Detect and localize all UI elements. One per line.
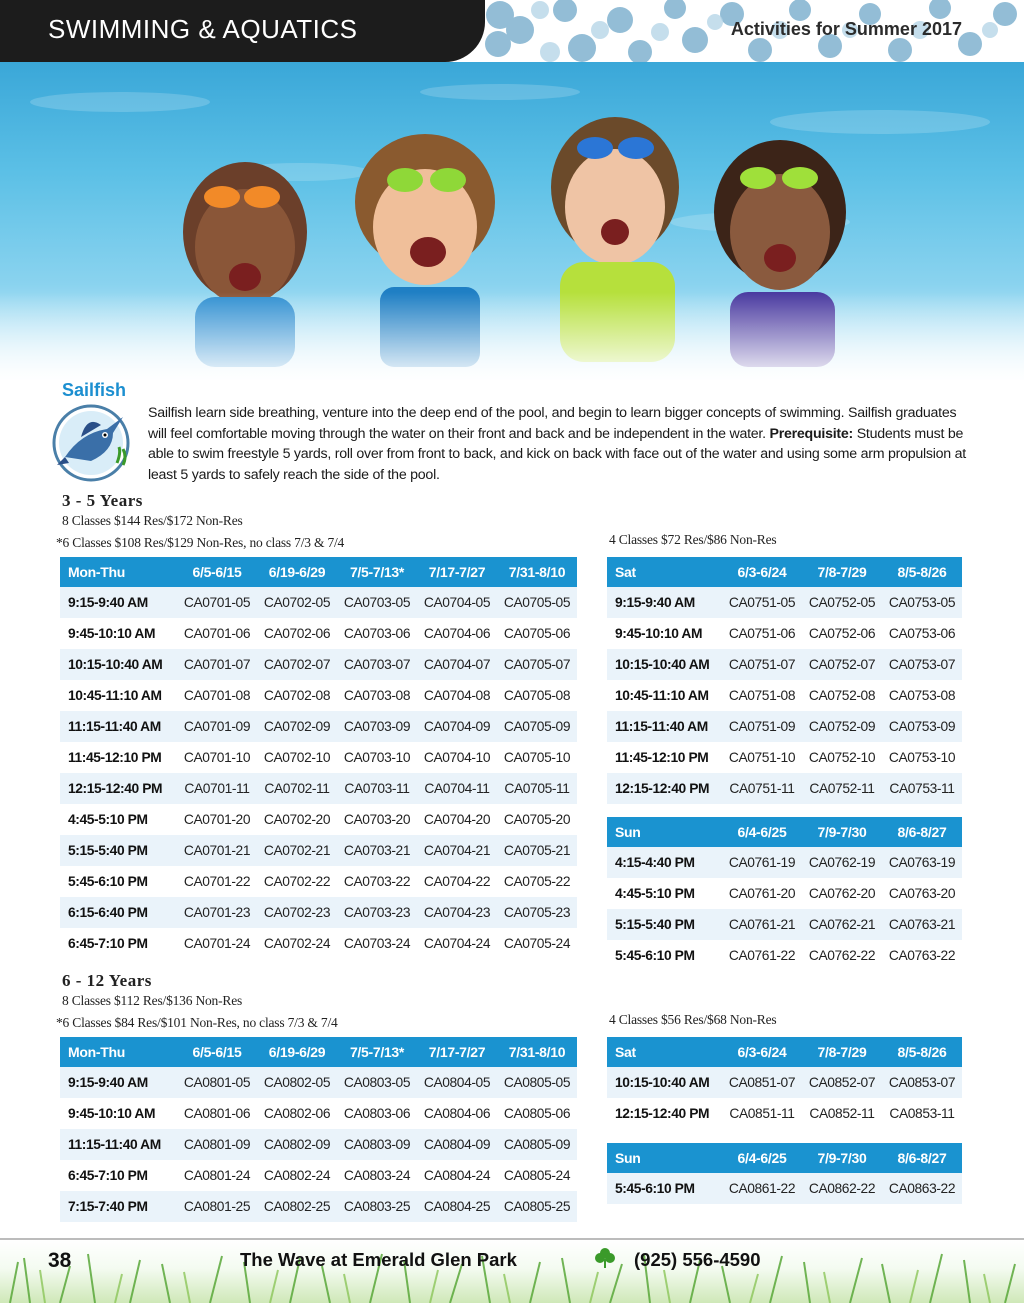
course-code-cell: CA0702-07: [257, 649, 337, 680]
session-dates-header: 7/31-8/10: [497, 1037, 577, 1067]
course-code-cell: CA0702-20: [257, 804, 337, 835]
course-code-cell: CA0852-11: [802, 1098, 882, 1129]
session-dates-header: 8/6-8/27: [882, 1143, 962, 1173]
course-code-cell: CA0853-11: [882, 1098, 962, 1129]
session-dates-header: 8/5-8/26: [882, 557, 962, 587]
course-code-cell: CA0702-06: [257, 618, 337, 649]
course-code-cell: CA0702-10: [257, 742, 337, 773]
table-row: [60, 804, 577, 835]
table-row: [60, 1191, 577, 1222]
session-dates-header: 7/17-7/27: [417, 557, 497, 587]
class-time-cell: 4:45-5:10 PM: [60, 804, 177, 835]
course-code-cell: CA0704-07: [417, 649, 497, 680]
course-code-cell: CA0762-19: [802, 847, 882, 878]
table-row: [60, 587, 577, 618]
session-dates-header: 7/5-7/13*: [337, 557, 417, 587]
course-code-cell: CA0701-10: [177, 742, 257, 773]
course-code-cell: CA0751-11: [722, 773, 802, 804]
table-row: [607, 1098, 962, 1129]
course-code-cell: CA0701-23: [177, 897, 257, 928]
table-row: [60, 897, 577, 928]
course-code-cell: CA0704-24: [417, 928, 497, 959]
table-row: [607, 773, 962, 804]
day-column-header: Sat: [607, 557, 722, 587]
table-row: [607, 940, 962, 971]
class-time-cell: 9:45-10:10 AM: [60, 1098, 177, 1129]
course-code-cell: CA0753-06: [882, 618, 962, 649]
course-code-cell: CA0804-24: [417, 1160, 497, 1191]
course-code-cell: CA0763-21: [882, 909, 962, 940]
class-time-cell: 11:45-12:10 PM: [60, 742, 177, 773]
class-time-cell: 7:15-7:40 PM: [60, 1191, 177, 1222]
class-time-cell: 12:15-12:40 PM: [60, 773, 177, 804]
class-time-cell: 5:45-6:10 PM: [607, 940, 722, 971]
schedule-table-sunday-3-5: [607, 817, 962, 971]
table-row: [607, 1067, 962, 1098]
course-code-cell: CA0751-10: [722, 742, 802, 773]
session-dates-header: 6/19-6/29: [257, 557, 337, 587]
course-code-cell: CA0753-08: [882, 680, 962, 711]
course-code-cell: CA0701-08: [177, 680, 257, 711]
course-code-cell: CA0763-19: [882, 847, 962, 878]
fee-line-6-classes: *6 Classes $84 Res/$101 Non-Res, no class 7/3 & 7/4: [56, 1015, 338, 1030]
fee-line-weekend: 4 Classes $56 Res/$68 Non-Res: [609, 1012, 777, 1027]
page-section-title: SWIMMING & AQUATICS: [48, 14, 358, 44]
age-group-title-6-12: 6 - 12 Years: [62, 971, 152, 990]
table-row: [607, 711, 962, 742]
session-dates-header: 7/8-7/29: [802, 1037, 882, 1067]
page-number: 38: [48, 1249, 72, 1272]
day-column-header: Sun: [607, 1143, 722, 1173]
table-row: [607, 649, 962, 680]
prerequisite-text: Students must be able to swim freestyle 5 yards, roll over from front to back, and kick on back with face out of the water and using some arm propulsion at least 5 yards to safely reach the side of the pool.: [148, 425, 966, 483]
class-time-cell: 11:15-11:40 AM: [607, 711, 722, 742]
course-code-cell: CA0703-20: [337, 804, 417, 835]
course-code-cell: CA0703-06: [337, 618, 417, 649]
course-code-cell: CA0704-11: [417, 773, 497, 804]
course-code-cell: CA0704-20: [417, 804, 497, 835]
course-code-cell: CA0752-11: [802, 773, 882, 804]
course-code-cell: CA0803-25: [337, 1191, 417, 1222]
course-code-cell: CA0701-07: [177, 649, 257, 680]
course-code-cell: CA0751-05: [722, 587, 802, 618]
table-row: [607, 878, 962, 909]
table-row: [60, 928, 577, 959]
course-code-cell: CA0703-21: [337, 835, 417, 866]
fee-line-8-classes: 8 Classes $112 Res/$136 Non-Res: [62, 993, 243, 1008]
course-code-cell: CA0702-23: [257, 897, 337, 928]
course-code-cell: CA0802-09: [257, 1129, 337, 1160]
course-code-cell: CA0701-09: [177, 711, 257, 742]
class-time-cell: 9:15-9:40 AM: [60, 587, 177, 618]
course-code-cell: CA0803-05: [337, 1067, 417, 1098]
session-dates-header: 7/9-7/30: [802, 817, 882, 847]
class-time-cell: 11:15-11:40 AM: [60, 1129, 177, 1160]
class-time-cell: 4:45-5:10 PM: [607, 878, 722, 909]
course-code-cell: CA0851-07: [722, 1067, 802, 1098]
course-code-cell: CA0704-23: [417, 897, 497, 928]
course-code-cell: CA0762-20: [802, 878, 882, 909]
class-time-cell: 5:15-5:40 PM: [60, 835, 177, 866]
course-code-cell: CA0763-20: [882, 878, 962, 909]
course-code-cell: CA0802-05: [257, 1067, 337, 1098]
age-group-title-3-5: 3 - 5 Years: [62, 491, 143, 510]
course-code-cell: CA0751-09: [722, 711, 802, 742]
course-code-cell: CA0705-05: [497, 587, 577, 618]
table-row: [60, 1160, 577, 1191]
class-time-cell: 5:45-6:10 PM: [607, 1173, 722, 1204]
course-code-cell: CA0803-06: [337, 1098, 417, 1129]
class-level-title: Sailfish: [62, 380, 127, 400]
class-time-cell: 10:45-11:10 AM: [607, 680, 722, 711]
session-dates-header: 6/5-6/15: [177, 1037, 257, 1067]
course-code-cell: CA0702-05: [257, 587, 337, 618]
course-code-cell: CA0704-22: [417, 866, 497, 897]
course-code-cell: CA0801-06: [177, 1098, 257, 1129]
course-code-cell: CA0705-09: [497, 711, 577, 742]
course-code-cell: CA0702-09: [257, 711, 337, 742]
class-time-cell: 9:45-10:10 AM: [60, 618, 177, 649]
course-code-cell: CA0753-05: [882, 587, 962, 618]
session-dates-header: 8/5-8/26: [882, 1037, 962, 1067]
course-code-cell: CA0805-09: [497, 1129, 577, 1160]
course-code-cell: CA0705-07: [497, 649, 577, 680]
class-time-cell: 6:45-7:10 PM: [60, 928, 177, 959]
course-code-cell: CA0752-05: [802, 587, 882, 618]
fee-line-8-classes: 8 Classes $144 Res/$172 Non-Res: [62, 513, 243, 528]
course-code-cell: CA0801-09: [177, 1129, 257, 1160]
kids-swimming-photo: [0, 62, 1024, 380]
course-code-cell: CA0752-08: [802, 680, 882, 711]
class-time-cell: 11:45-12:10 PM: [607, 742, 722, 773]
table-header-row: [607, 817, 962, 847]
course-code-cell: CA0704-21: [417, 835, 497, 866]
course-code-cell: CA0804-25: [417, 1191, 497, 1222]
course-code-cell: CA0705-23: [497, 897, 577, 928]
class-time-cell: 9:45-10:10 AM: [607, 618, 722, 649]
course-code-cell: CA0801-25: [177, 1191, 257, 1222]
class-time-cell: 10:15-10:40 AM: [607, 649, 722, 680]
table-row: [60, 1098, 577, 1129]
course-code-cell: CA0802-25: [257, 1191, 337, 1222]
course-code-cell: CA0761-22: [722, 940, 802, 971]
schedule-table-sunday-6-12: [607, 1143, 962, 1204]
course-code-cell: CA0752-09: [802, 711, 882, 742]
table-header-row: [607, 1037, 962, 1067]
course-code-cell: CA0853-07: [882, 1067, 962, 1098]
course-code-cell: CA0703-09: [337, 711, 417, 742]
session-dates-header: 7/8-7/29: [802, 557, 882, 587]
course-code-cell: CA0702-22: [257, 866, 337, 897]
course-code-cell: CA0703-11: [337, 773, 417, 804]
course-code-cell: CA0803-24: [337, 1160, 417, 1191]
course-code-cell: CA0705-22: [497, 866, 577, 897]
course-code-cell: CA0704-10: [417, 742, 497, 773]
session-dates-header: 6/3-6/24: [722, 1037, 802, 1067]
course-code-cell: CA0762-22: [802, 940, 882, 971]
schedule-table-saturday-6-12: [607, 1037, 962, 1129]
class-time-cell: 10:15-10:40 AM: [60, 649, 177, 680]
session-dates-header: 6/3-6/24: [722, 557, 802, 587]
class-time-cell: 10:45-11:10 AM: [60, 680, 177, 711]
session-dates-header: 7/9-7/30: [802, 1143, 882, 1173]
table-row: [60, 711, 577, 742]
course-code-cell: CA0701-21: [177, 835, 257, 866]
course-code-cell: CA0751-06: [722, 618, 802, 649]
course-code-cell: CA0702-08: [257, 680, 337, 711]
course-code-cell: CA0753-10: [882, 742, 962, 773]
course-code-cell: CA0761-21: [722, 909, 802, 940]
course-code-cell: CA0761-19: [722, 847, 802, 878]
table-header-row: [607, 1143, 962, 1173]
course-code-cell: CA0701-11: [177, 773, 257, 804]
course-code-cell: CA0703-10: [337, 742, 417, 773]
class-time-cell: 5:45-6:10 PM: [60, 866, 177, 897]
table-row: [60, 1129, 577, 1160]
course-code-cell: CA0805-05: [497, 1067, 577, 1098]
course-code-cell: CA0705-21: [497, 835, 577, 866]
class-time-cell: 6:45-7:10 PM: [60, 1160, 177, 1191]
course-code-cell: CA0751-07: [722, 649, 802, 680]
course-code-cell: CA0705-10: [497, 742, 577, 773]
course-code-cell: CA0703-23: [337, 897, 417, 928]
session-dates-header: 8/6-8/27: [882, 817, 962, 847]
course-code-cell: CA0801-05: [177, 1067, 257, 1098]
session-dates-header: 6/19-6/29: [257, 1037, 337, 1067]
course-code-cell: CA0804-05: [417, 1067, 497, 1098]
course-code-cell: CA0804-09: [417, 1129, 497, 1160]
venue-phone: (925) 556-4590: [634, 1249, 761, 1270]
class-time-cell: 9:15-9:40 AM: [607, 587, 722, 618]
course-code-cell: CA0851-11: [722, 1098, 802, 1129]
table-row: [607, 587, 962, 618]
table-row: [607, 680, 962, 711]
course-code-cell: CA0701-24: [177, 928, 257, 959]
venue-name: The Wave at Emerald Glen Park: [240, 1249, 517, 1270]
class-time-cell: 10:15-10:40 AM: [607, 1067, 722, 1098]
course-code-cell: CA0862-22: [802, 1173, 882, 1204]
page-header: [0, 0, 1024, 62]
table-header-row: [607, 557, 962, 587]
session-dates-header: 7/31-8/10: [497, 557, 577, 587]
course-code-cell: CA0702-24: [257, 928, 337, 959]
course-code-cell: CA0704-06: [417, 618, 497, 649]
course-code-cell: CA0703-07: [337, 649, 417, 680]
course-code-cell: CA0703-22: [337, 866, 417, 897]
course-code-cell: CA0701-06: [177, 618, 257, 649]
course-code-cell: CA0803-09: [337, 1129, 417, 1160]
course-code-cell: CA0753-11: [882, 773, 962, 804]
course-code-cell: CA0805-25: [497, 1191, 577, 1222]
table-header-row: [60, 1037, 577, 1067]
table-row: [60, 742, 577, 773]
course-code-cell: CA0702-21: [257, 835, 337, 866]
class-time-cell: 6:15-6:40 PM: [60, 897, 177, 928]
course-code-cell: CA0705-11: [497, 773, 577, 804]
clover-icon: [594, 1247, 616, 1269]
class-time-cell: 12:15-12:40 PM: [607, 1098, 722, 1129]
course-code-cell: CA0702-11: [257, 773, 337, 804]
table-row: [60, 866, 577, 897]
class-time-cell: 11:15-11:40 AM: [60, 711, 177, 742]
course-code-cell: CA0703-08: [337, 680, 417, 711]
course-code-cell: CA0802-06: [257, 1098, 337, 1129]
course-code-cell: CA0752-06: [802, 618, 882, 649]
class-time-cell: 9:15-9:40 AM: [60, 1067, 177, 1098]
fee-line-6-classes: *6 Classes $108 Res/$129 Non-Res, no class 7/3 & 7/4: [56, 535, 345, 550]
table-header-row: [60, 557, 577, 587]
course-code-cell: CA0802-24: [257, 1160, 337, 1191]
session-dates-header: 6/4-6/25: [722, 817, 802, 847]
table-row: [60, 680, 577, 711]
course-code-cell: CA0751-08: [722, 680, 802, 711]
table-row: [60, 649, 577, 680]
course-code-cell: CA0704-09: [417, 711, 497, 742]
course-code-cell: CA0705-20: [497, 804, 577, 835]
day-column-header: Sun: [607, 817, 722, 847]
course-code-cell: CA0861-22: [722, 1173, 802, 1204]
session-dates-header: 7/5-7/13*: [337, 1037, 417, 1067]
day-column-header: Sat: [607, 1037, 722, 1067]
course-code-cell: CA0705-24: [497, 928, 577, 959]
course-code-cell: CA0805-24: [497, 1160, 577, 1191]
course-code-cell: CA0762-21: [802, 909, 882, 940]
course-code-cell: CA0752-10: [802, 742, 882, 773]
table-row: [607, 618, 962, 649]
page-subtitle: Activities for Summer 2017: [730, 19, 962, 39]
table-row: [607, 1173, 962, 1204]
table-row: [60, 618, 577, 649]
day-column-header: Mon-Thu: [60, 1037, 177, 1067]
table-row: [60, 835, 577, 866]
class-time-cell: 12:15-12:40 PM: [607, 773, 722, 804]
day-column-header: Mon-Thu: [60, 557, 177, 587]
table-row: [60, 1067, 577, 1098]
course-code-cell: CA0705-08: [497, 680, 577, 711]
course-code-cell: CA0704-08: [417, 680, 497, 711]
course-code-cell: CA0704-05: [417, 587, 497, 618]
course-code-cell: CA0804-06: [417, 1098, 497, 1129]
prerequisite-label: Prerequisite:: [769, 425, 853, 442]
table-row: [607, 909, 962, 940]
course-code-cell: CA0753-09: [882, 711, 962, 742]
schedule-table-weekday-6-12: [60, 1037, 577, 1222]
schedule-table-saturday-3-5: [607, 557, 962, 804]
schedule-table-weekday-3-5: [60, 557, 577, 959]
course-code-cell: CA0701-22: [177, 866, 257, 897]
class-time-cell: 5:15-5:40 PM: [607, 909, 722, 940]
session-dates-header: 6/4-6/25: [722, 1143, 802, 1173]
fee-line-weekend: 4 Classes $72 Res/$86 Non-Res: [609, 532, 777, 547]
class-description: [148, 403, 968, 485]
course-code-cell: CA0703-05: [337, 587, 417, 618]
course-code-cell: CA0852-07: [802, 1067, 882, 1098]
session-dates-header: 7/17-7/27: [417, 1037, 497, 1067]
course-code-cell: CA0863-22: [882, 1173, 962, 1204]
session-dates-header: 6/5-6/15: [177, 557, 257, 587]
table-row: [607, 742, 962, 773]
course-code-cell: CA0763-22: [882, 940, 962, 971]
course-code-cell: CA0805-06: [497, 1098, 577, 1129]
table-row: [607, 847, 962, 878]
sailfish-mascot-icon: [51, 403, 137, 483]
course-code-cell: CA0753-07: [882, 649, 962, 680]
description-text: Sailfish learn side breathing, venture into the deep end of the pool, and begin to learn bigger concepts of swimming. Sailfish graduates will feel comfortable moving through the water on their front and back and be independent in the water.: [148, 405, 957, 442]
course-code-cell: CA0701-05: [177, 587, 257, 618]
class-time-cell: 4:15-4:40 PM: [607, 847, 722, 878]
course-code-cell: CA0703-24: [337, 928, 417, 959]
course-code-cell: CA0752-07: [802, 649, 882, 680]
course-code-cell: CA0701-20: [177, 804, 257, 835]
course-code-cell: CA0761-20: [722, 878, 802, 909]
course-code-cell: CA0801-24: [177, 1160, 257, 1191]
table-row: [60, 773, 577, 804]
course-code-cell: CA0705-06: [497, 618, 577, 649]
